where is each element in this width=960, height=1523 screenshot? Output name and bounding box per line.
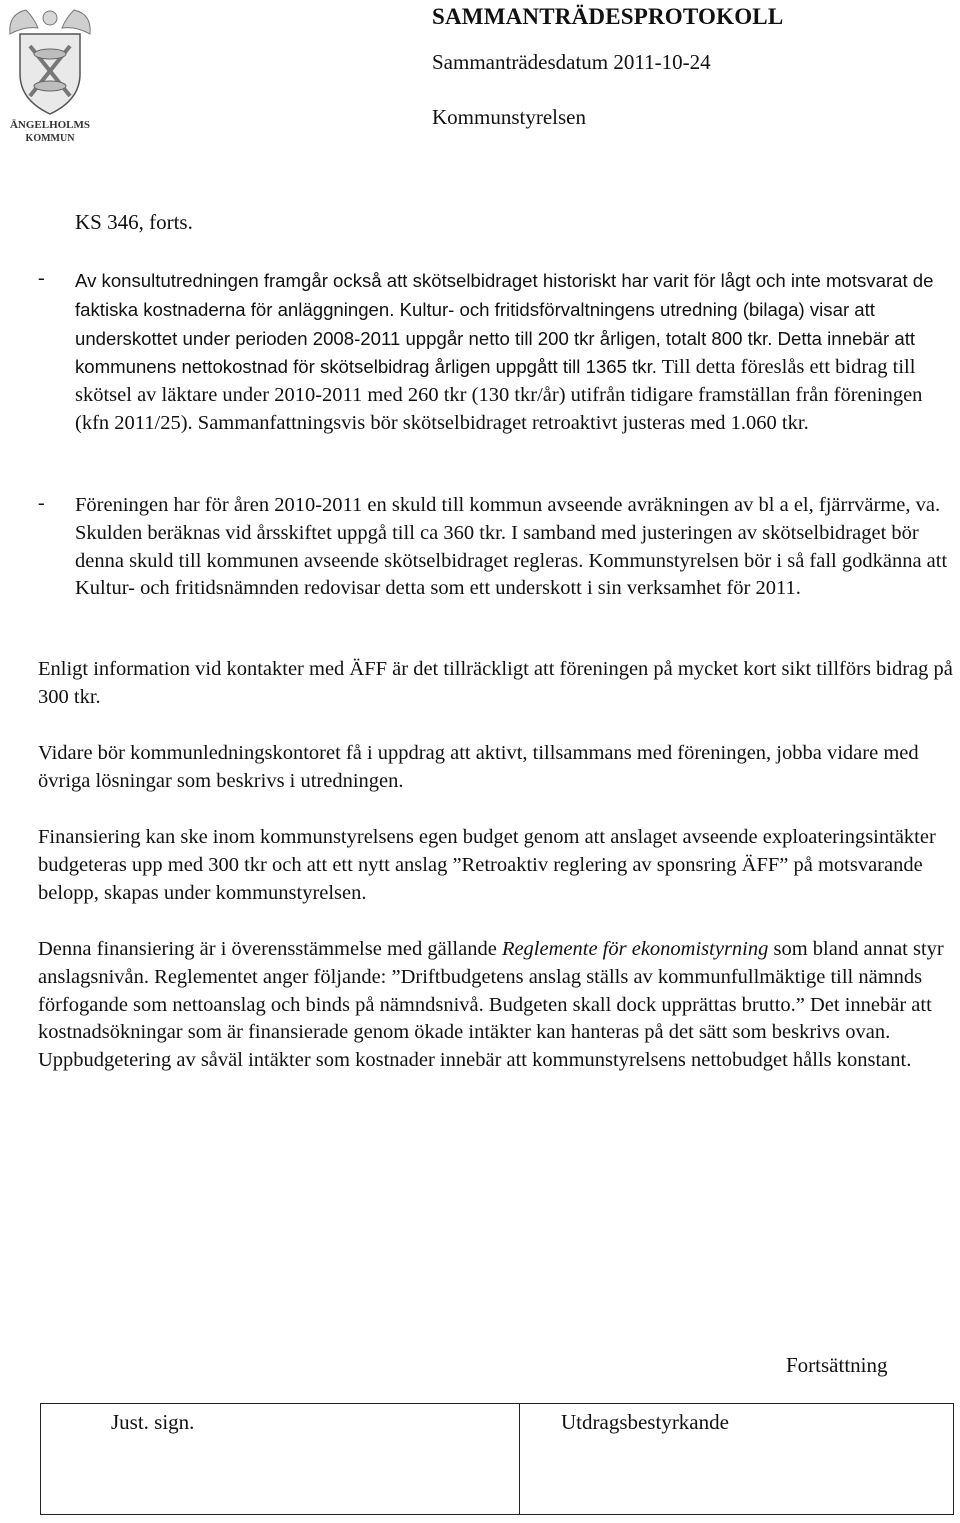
paragraph-1: Enligt information vid kontakter med ÄFF är det tillräckligt att föreningen på mycket kort sikt tillförs bidrag på 300 tkr.	[38, 658, 953, 708]
bullet-text-serif: Till detta föreslås ett bidrag till skötsel av läktare under 2010-2011 med 260 tkr (130 tkr/år) utifrån tidigare framställan från föreningen (kfn 2011/25). Sammanfattningsvis bör skötselbidraget retroaktivt justeras med 1.060 tkr.	[75, 356, 923, 434]
organ-name: Kommunstyrelsen	[432, 105, 586, 129]
paragraph-3: Finansiering kan ske inom kommunstyrelsens egen budget genom att anslaget avseende exploateringsintäkter budgeteras upp med 300 tkr och att ett nytt anslag ”Retroaktiv reglering av sponsring ÄFF” på motsvarande belopp, skapas under kommunstyrelsen.	[38, 826, 936, 904]
continuation-note: Fortsättning	[786, 1353, 888, 1377]
signature-divider	[519, 1404, 520, 1514]
document-title: SAMMANTRÄDESPROTOKOLL	[432, 4, 784, 29]
bullet-text: Föreningen har för åren 2010-2011 en skuld till kommun avseende avräkningen av bl a el, fjärrvärme, va. Skulden beräknas vid årsskiftet uppgå till ca 360 tkr. I samband med justeringen av skötselbidraget bör denna skuld till kommunen avseende skötselbidraget regleras. Kommunstyrelsen bör i så fall godkänna att Kultur- och fritidsnämnden redovisar detta som ett underskott i sin verksamhet för 2011.	[75, 494, 948, 600]
regulation-title: Reglemente för ekonomistyrning	[501, 938, 769, 960]
paragraph-4	[38, 936, 954, 1075]
municipality-logo	[4, 4, 96, 144]
bullet-text	[75, 267, 954, 438]
just-sign-label: Just. sign.	[111, 1410, 195, 1434]
section-reference: KS 346, forts.	[75, 210, 193, 234]
coat-of-arms-icon	[4, 4, 96, 144]
paragraph-4-end: som bland annat styr anslagsnivån. Reglementet anger följande: ”Driftbudgetens anslag ställs av kommunfullmäktige till nämnds förfogande som nettoanslag och binds på nämndsnivå. Budgeten skall dock upprättas brutto.” Det innebär att kostnadsökningar som är finansierade genom ökade intäkter kan hanteras på det sätt som beskrivs ovan. Uppbudgetering av såväl intäkter som kostnader innebär att kommunstyrelsens nettobudget hålls konstant.	[38, 938, 944, 1072]
svg-text:ÄNGELHOLMS: ÄNGELHOLMS	[9, 119, 91, 131]
utdragsbestyrkande-label: Utdragsbestyrkande	[561, 1410, 729, 1434]
svg-text:KOMMUN: KOMMUN	[25, 133, 75, 144]
bullet-dash: -	[38, 267, 45, 289]
bullet-dash: -	[38, 492, 45, 514]
bullet-item-1	[38, 267, 954, 438]
paragraph-4-start: Denna finansiering är i överensstämmelse med gällande	[38, 938, 502, 960]
meeting-date: Sammanträdesdatum 2011-10-24	[432, 50, 711, 74]
bullet-text-sans: Av konsultutredningen framgår också att skötselbidraget historiskt har varit för lågt och inte motsvarat de faktiska kostnaderna för anläggningen. Kultur- och fritidsförvaltningens utredning (bilaga) visar att underskottet under perioden 2008-2011 uppgår netto till 200 tkr årligen, totalt 800 tkr. Detta innebär att kommunens nettokostnad för skötselbidrag årligen uppgått till 1365 tkr.	[75, 270, 934, 378]
paragraph-2: Vidare bör kommunledningskontoret få i uppdrag att aktivt, tillsammans med föreningen, jobba vidare med övriga lösningar som beskrivs i utredningen.	[38, 742, 919, 792]
bullet-item-2	[38, 492, 954, 603]
signature-box	[40, 1403, 954, 1515]
